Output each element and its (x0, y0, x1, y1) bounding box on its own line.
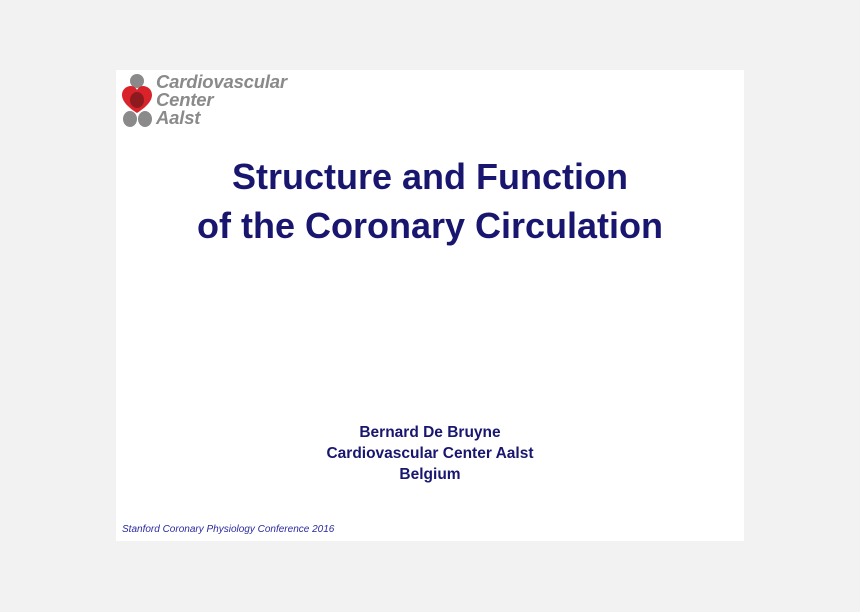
logo-line-2: Center (156, 89, 214, 110)
title-line-1: Structure and Function (232, 156, 628, 197)
title-line-2: of the Coronary Circulation (196, 205, 664, 246)
conference-footer: Stanford Coronary Physiology Conference 2016 (122, 524, 335, 535)
author-country: Belgium (399, 466, 461, 483)
heart-person-icon (120, 73, 156, 129)
logo-line-1: Cardiovascular (156, 71, 287, 92)
logo-text (156, 73, 287, 127)
slide-title (116, 152, 744, 250)
logo-line-3: Aalst (156, 107, 201, 128)
slide (116, 70, 744, 541)
author-name: Bernard De Bruyne (359, 424, 501, 441)
author-block (116, 422, 744, 485)
institution-logo (120, 73, 320, 129)
author-affiliation: Cardiovascular Center Aalst (326, 445, 534, 462)
